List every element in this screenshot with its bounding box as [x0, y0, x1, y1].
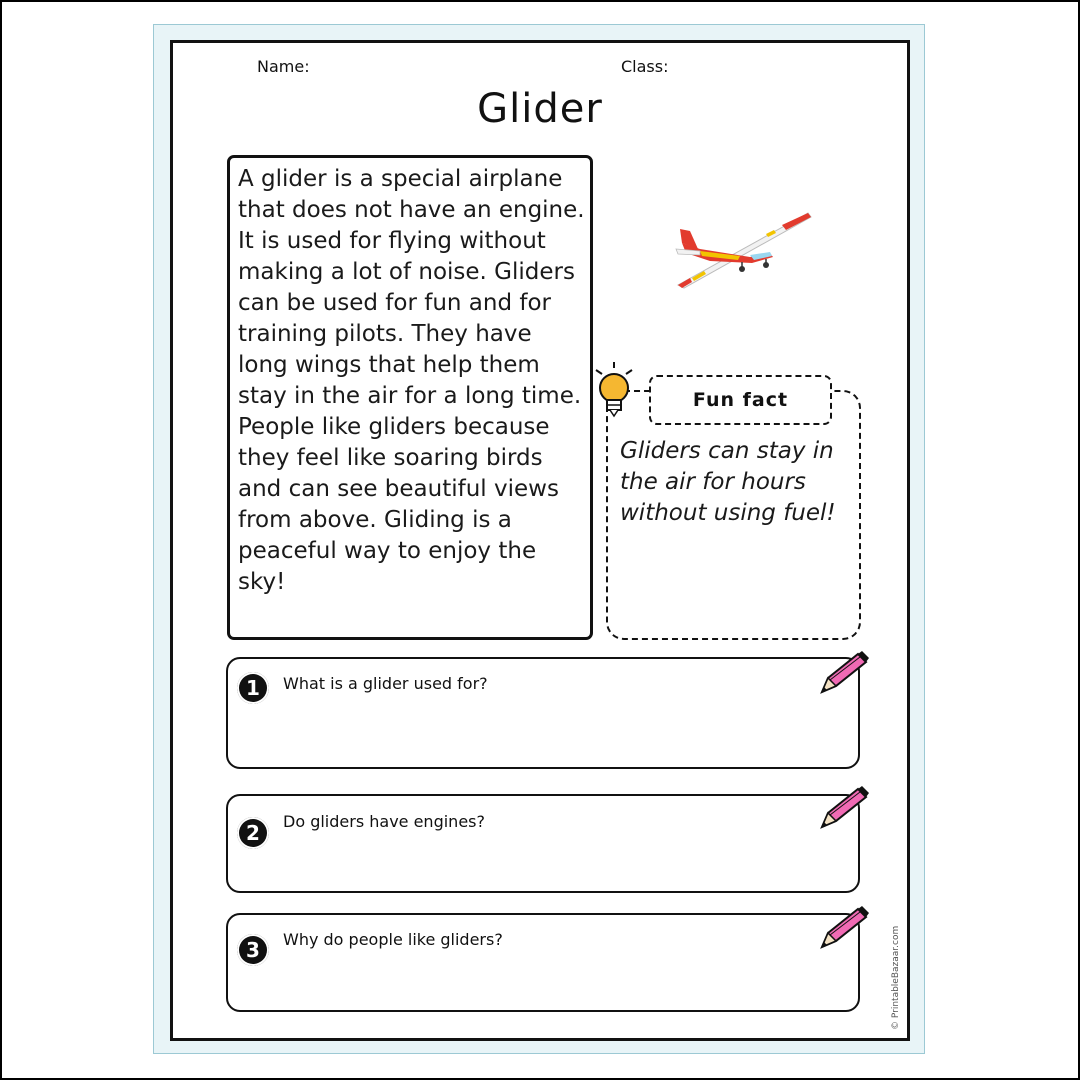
glider-airplane-icon: [670, 205, 815, 295]
fun-fact-text: Gliders can stay in the air for hours without using fuel!: [620, 438, 836, 526]
lightbulb-icon: [592, 360, 644, 422]
question-number-2: 2: [237, 817, 269, 849]
question-box-3[interactable]: [226, 913, 860, 1012]
reading-passage-text: A glider is a special airplane that does not have an engine. It is used for flying without making a lot of noise. Gliders can be used for fun and for training pilots. They have long wings that help them stay in the air for a long time. People like gliders because they feel like soaring birds and can see beautiful views from above. Gliding is a peaceful way to enjoy the sky!: [238, 166, 585, 595]
question-number-3: 3: [237, 934, 269, 966]
question-text-1: What is a glider used for?: [283, 674, 488, 693]
page-title: Glider: [477, 86, 603, 132]
name-label: Name:: [257, 57, 310, 76]
question-number-1: 1: [237, 672, 269, 704]
credit-text: © PrintableBazaar.com: [891, 925, 901, 1030]
pencil-icon: [818, 903, 870, 951]
pencil-icon: [818, 783, 870, 831]
question-box-2[interactable]: [226, 794, 860, 893]
question-text-3: Why do people like gliders?: [283, 930, 503, 949]
question-text-2: Do gliders have engines?: [283, 812, 485, 831]
class-label: Class:: [621, 57, 669, 76]
pencil-icon: [818, 648, 870, 696]
fun-fact-label: Fun fact: [649, 375, 832, 425]
